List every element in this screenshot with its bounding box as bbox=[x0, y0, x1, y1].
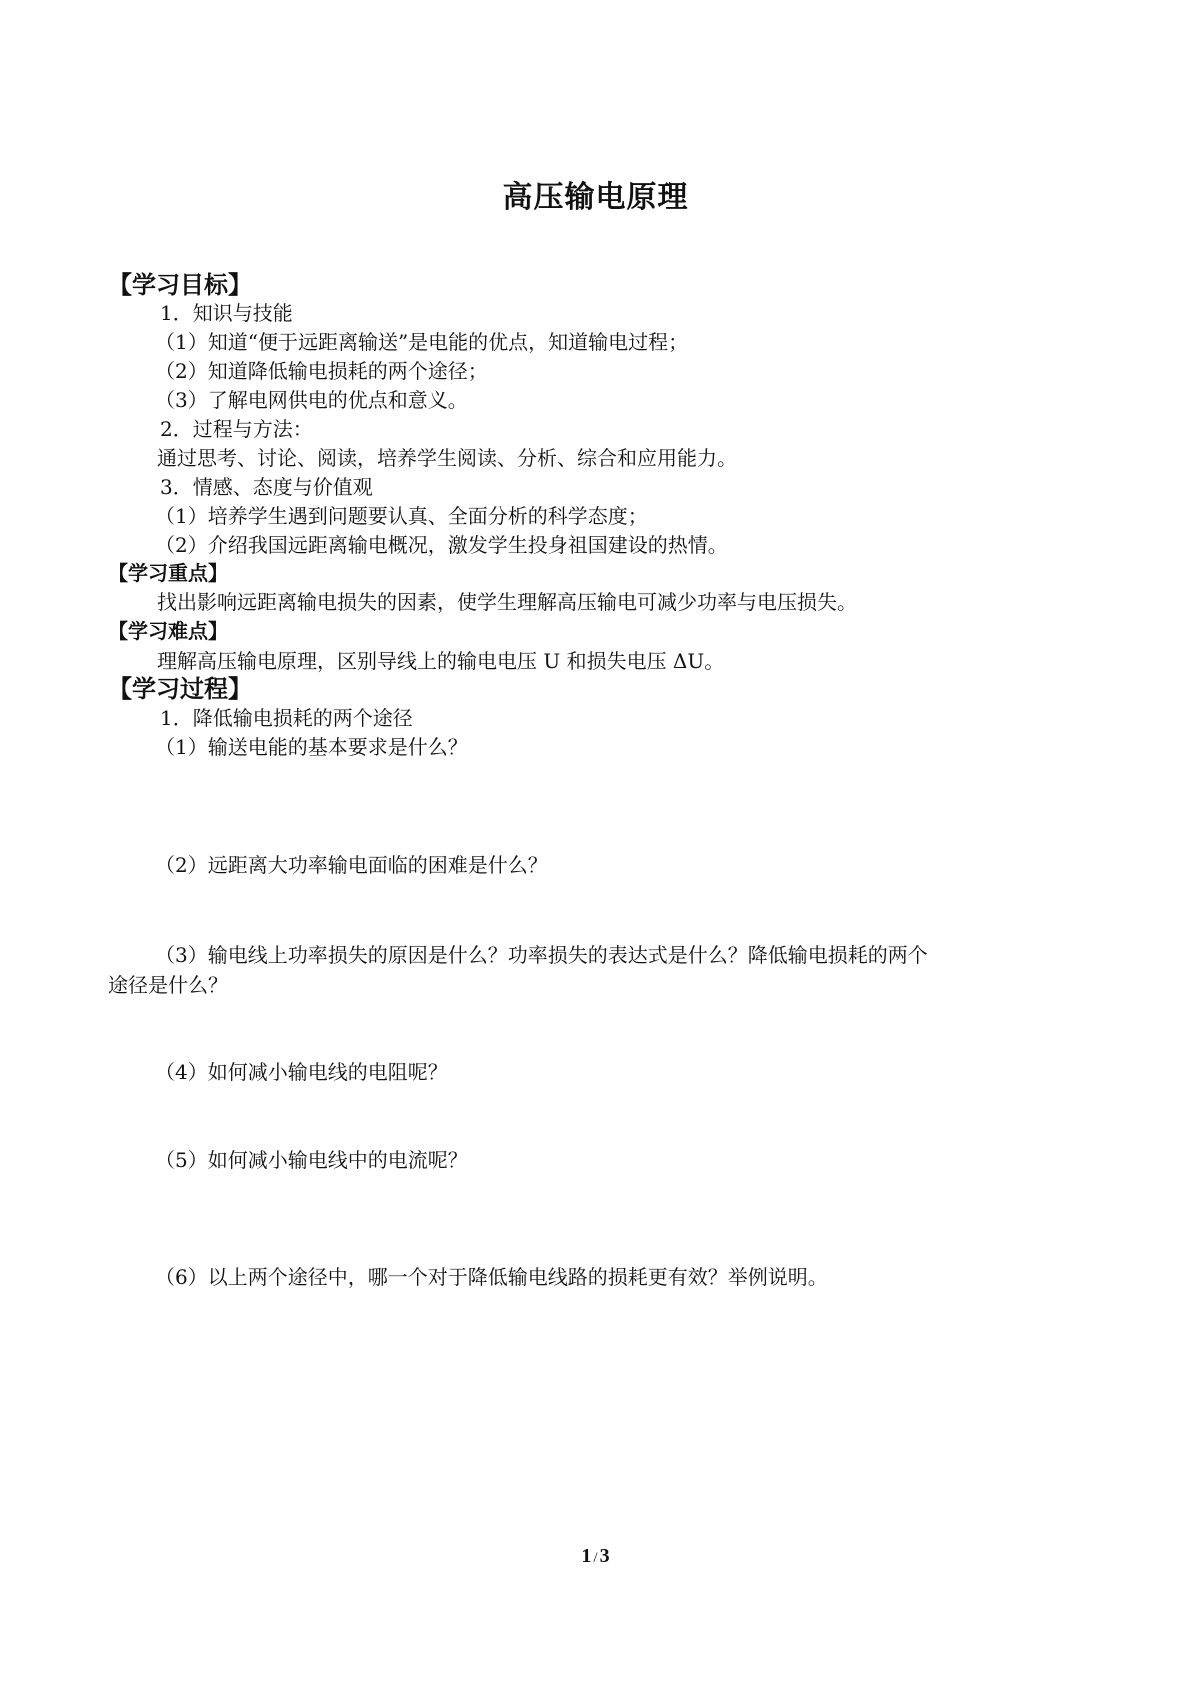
question-line: （5）如何减小输电线中的电流呢？ bbox=[155, 1148, 468, 1172]
question-line: （4）如何减小输电线的电阻呢？ bbox=[155, 1060, 448, 1084]
objective-line: （1）知道“便于远距离输送”是电能的优点，知道输电过程； bbox=[155, 330, 689, 354]
key-points-text: 找出影响远距离输电损失的因素，使学生理解高压输电可减少功率与电压损失。 bbox=[157, 590, 857, 614]
objective-line: （1）培养学生遇到问题要认真、全面分析的科学态度； bbox=[155, 504, 648, 528]
objective-line: （3）了解电网供电的优点和意义。 bbox=[155, 388, 468, 412]
objective-line: 通过思考、讨论、阅读，培养学生阅读、分析、综合和应用能力。 bbox=[157, 446, 737, 470]
process-heading: 【学习过程】 bbox=[108, 675, 252, 703]
objective-line: 3．情感、态度与价值观 bbox=[160, 475, 373, 499]
difficulties-heading: 【学习难点】 bbox=[108, 619, 228, 643]
objective-line: （2）知道降低输电损耗的两个途径； bbox=[155, 359, 488, 383]
objective-line: 2．过程与方法： bbox=[160, 417, 313, 441]
question-line: （3）输电线上功率损失的原因是什么？功率损失的表达式是什么？降低输电损耗的两个 bbox=[155, 943, 928, 967]
question-line: （6）以上两个途径中，哪一个对于降低输电线路的损耗更有效？举例说明。 bbox=[155, 1265, 828, 1289]
page-separator: / bbox=[593, 1550, 598, 1566]
question-line: （2）远距离大功率输电面临的困难是什么？ bbox=[155, 853, 548, 877]
process-subheading: 1．降低输电损耗的两个途径 bbox=[160, 706, 413, 730]
objective-line: 1．知识与技能 bbox=[160, 301, 293, 325]
page-current: 1 bbox=[581, 1545, 592, 1567]
key-points-heading: 【学习重点】 bbox=[108, 561, 228, 585]
page-title: 高压输电原理 bbox=[502, 180, 689, 215]
difficulties-text: 理解高压输电原理，区别导线上的输电电压 U 和损失电压 ΔU。 bbox=[157, 649, 725, 673]
objective-line: （2）介绍我国远距离输电概况，激发学生投身祖国建设的热情。 bbox=[155, 533, 728, 557]
objectives-heading: 【学习目标】 bbox=[108, 271, 252, 299]
question-line: 途径是什么？ bbox=[108, 973, 228, 997]
page-number bbox=[0, 1545, 1191, 1568]
question-line: （1）输送电能的基本要求是什么？ bbox=[155, 735, 468, 759]
page-total: 3 bbox=[599, 1545, 610, 1567]
